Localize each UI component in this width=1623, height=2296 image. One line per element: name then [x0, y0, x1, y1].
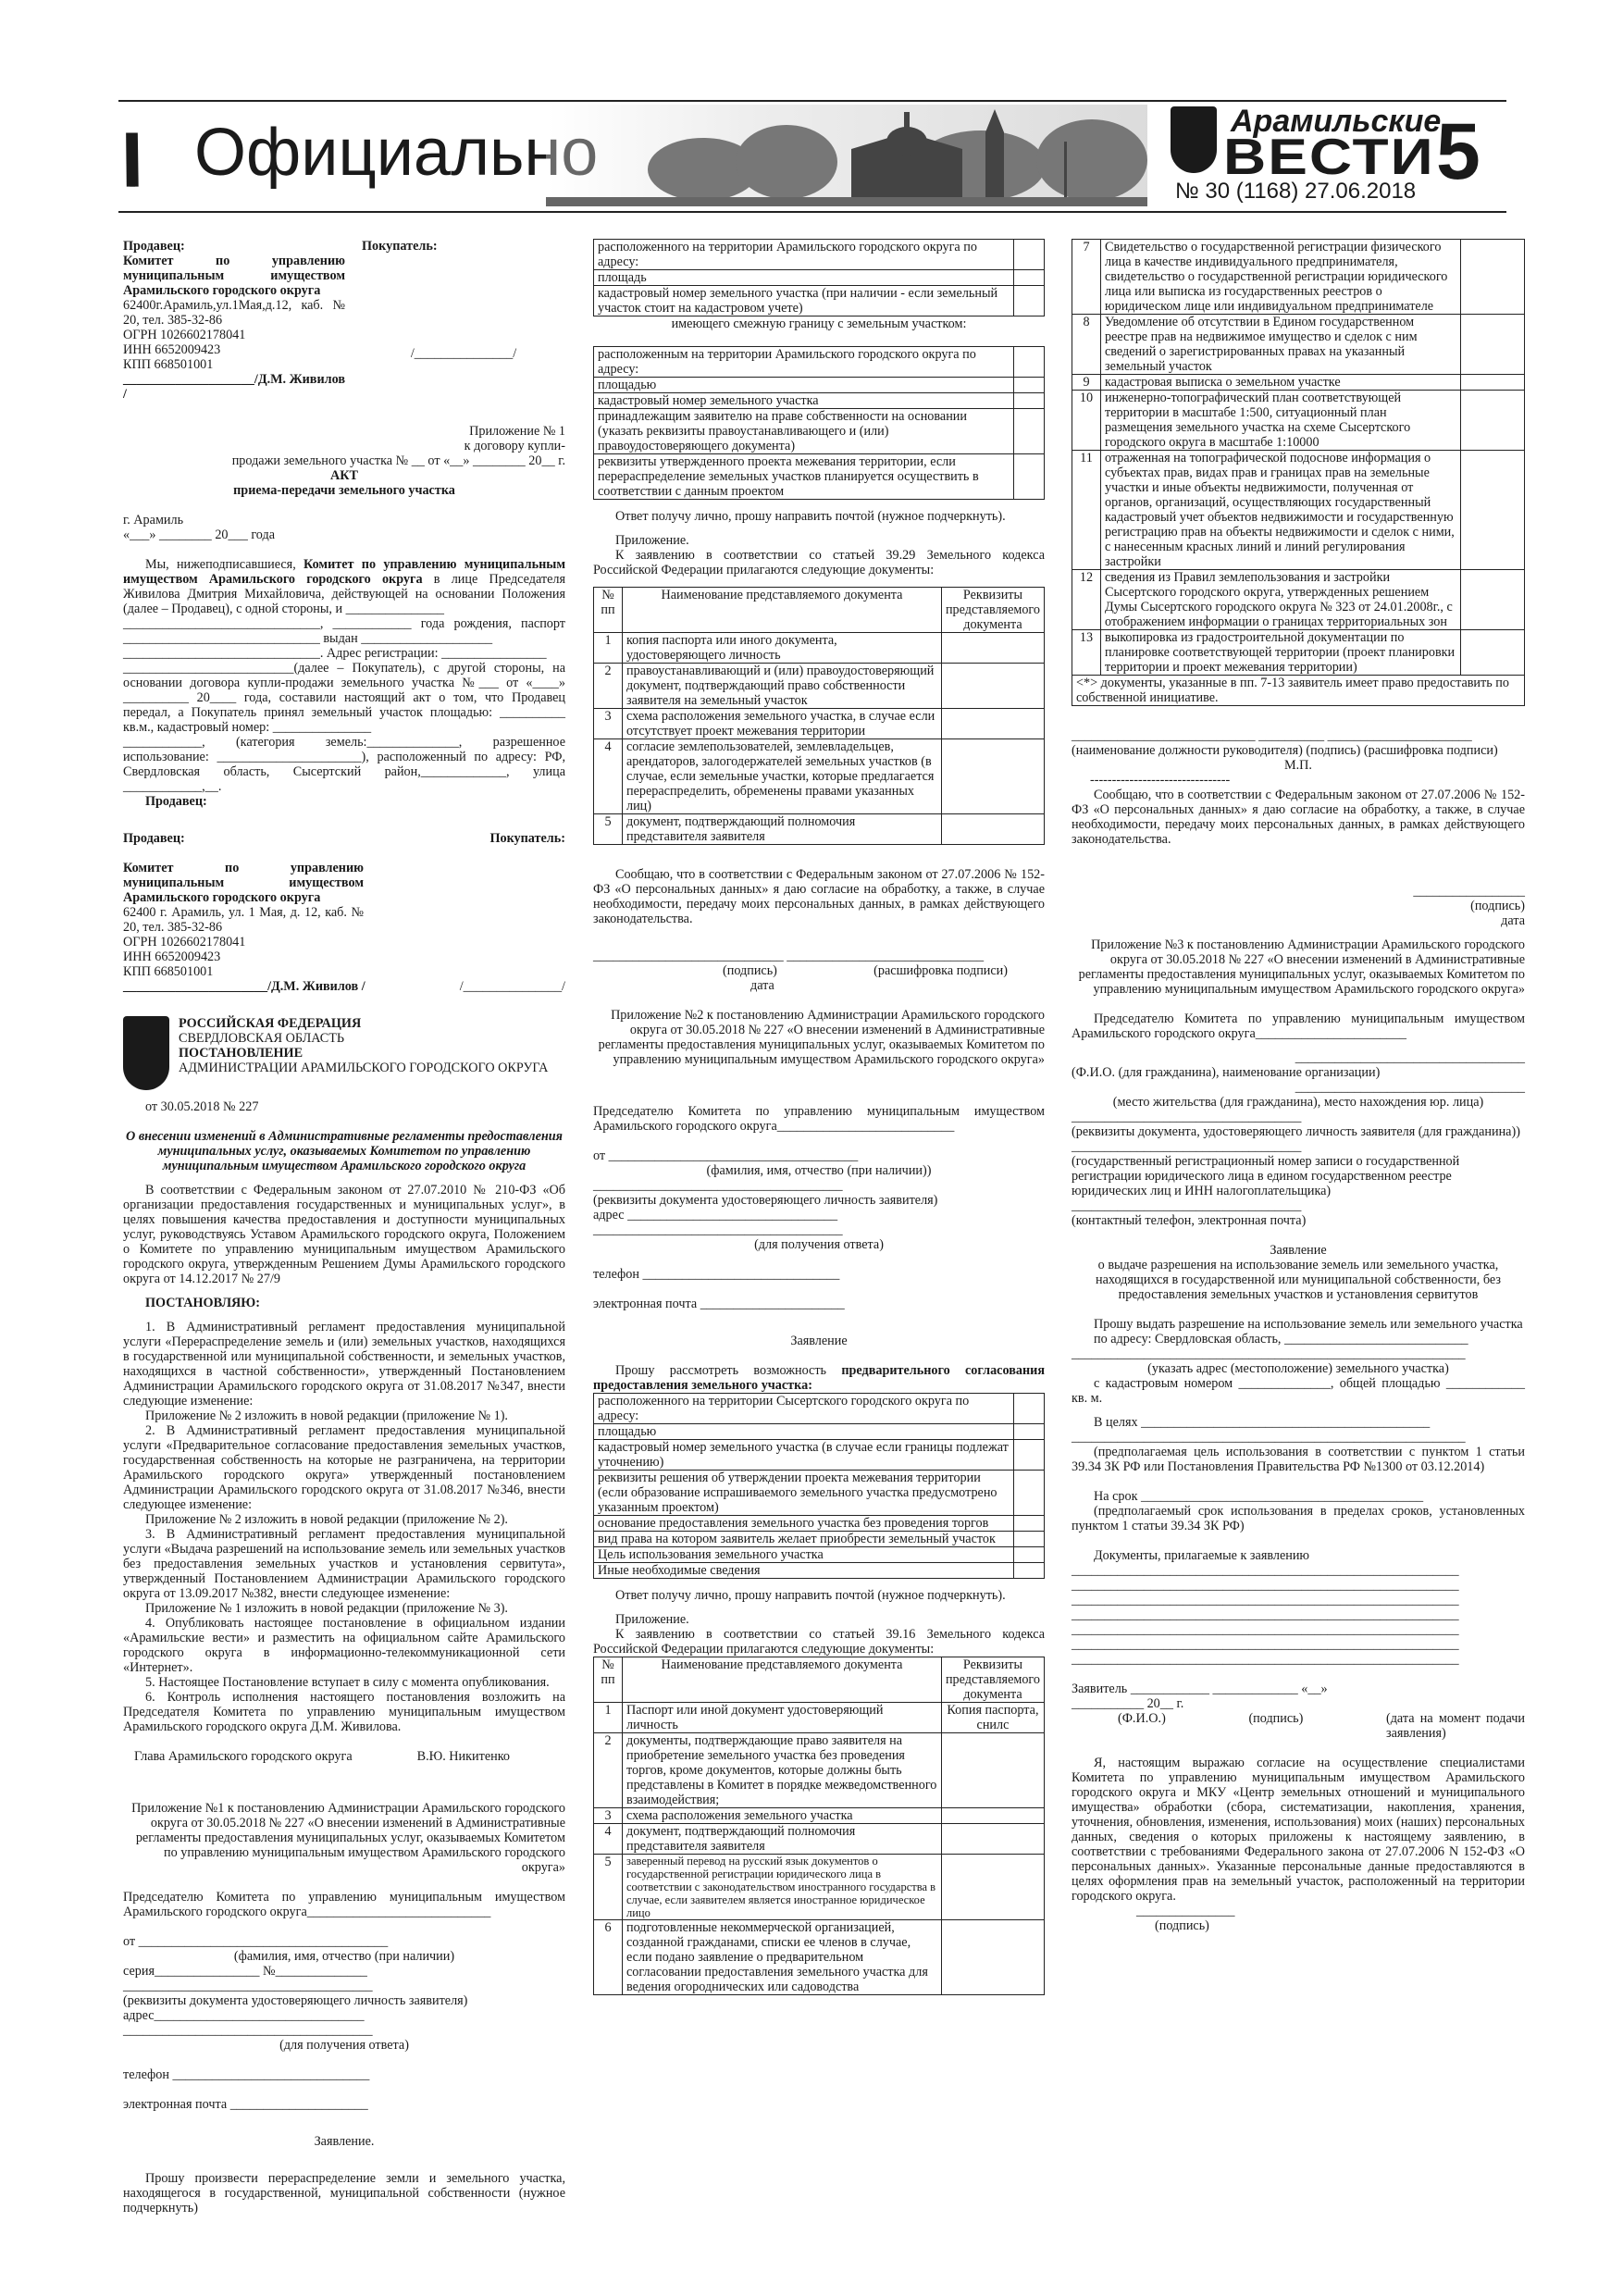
- table-cell-value: [1014, 286, 1045, 316]
- table-cell: расположенного на территории Арамильского городского округа по адресу:: [594, 240, 1014, 270]
- table-row: [594, 270, 1045, 286]
- coat-of-arms-icon: [1171, 106, 1217, 173]
- form1-addressee: Председателю Комитета по управлению муниципальным имуществом Арамильского городского округа____________________________: [123, 1890, 565, 1919]
- table-cell-value: [941, 1824, 1044, 1855]
- form2-request: Прошу рассмотреть возможность предварительного согласования предоставления земельного участка:: [593, 1363, 1045, 1393]
- head-title: Глава Арамильского городского округа: [134, 1749, 353, 1764]
- form3-addressee: Председателю Комитета по управлению муниципальным имуществом Арамильского городского округа_______________________: [1072, 1011, 1525, 1041]
- manager-signature-line: ____________________________ __________ ______________________: [1072, 728, 1472, 743]
- row-number: 7: [1072, 240, 1101, 315]
- attachment-label: Приложение.: [615, 533, 689, 548]
- row-number: 1: [594, 633, 623, 664]
- seller-label: Продавец:: [123, 239, 185, 254]
- header-slash-icon: \\: [113, 119, 135, 201]
- form3-applicant-date: ___________ 20__ г.: [1072, 1696, 1184, 1711]
- form3-signature-hint: (подпись): [1155, 1918, 1209, 1933]
- form3-attach-line: ___________________________________________________________: [1072, 1637, 1459, 1652]
- table-cell: расположенным на территории Арамильского городского округа по адресу:: [594, 347, 1014, 378]
- form3-blank-2: ___________________________________: [1295, 1080, 1525, 1095]
- brand-main: ВЕСТИ: [1223, 128, 1435, 186]
- table-row: [1072, 391, 1525, 451]
- table-cell-value: [1014, 1440, 1045, 1471]
- table-cell-value: [941, 739, 1044, 814]
- seller-signature-2: ______________________/Д.М. Живилов /: [123, 979, 365, 994]
- row-number: 4: [594, 1824, 623, 1855]
- decree-country: РОССИЙСКАЯ ФЕДЕРАЦИЯ: [179, 1016, 362, 1031]
- form3-contact-hint: (контактный телефон, электронная почта): [1072, 1213, 1307, 1228]
- table-cell: отраженная на топографической подоснове информация о субъектах прав, видах прав и границах прав на земельные участки и иные объекты недвижимости, полученная от органов, организаций, осуществляющих государственный кадастровый учет объектов недвижимости и государственную регистрацию прав на объекты недвижимости и сделок с ними, с нанесенным красных линий и линий регулирования застройки: [1101, 451, 1461, 570]
- seller-ogrn: ОГРН 1026602178041: [123, 328, 246, 342]
- form1-phone: телефон ______________________________: [123, 2067, 370, 2082]
- form3-blank-4: ___________________________________: [1072, 1139, 1302, 1154]
- table-cell: Уведомление об отсутствии в Едином государственном реестре прав на недвижимое имущество и сделок с ним сведений о зарегистрированных правах на указанный земельный участок: [1101, 315, 1461, 375]
- table-cell: схема расположения земельного участка, в случае если отсутствует проект межевания территории: [623, 709, 942, 739]
- decree-header: [123, 1016, 565, 1090]
- signature-hint-2: (подпись): [1470, 899, 1525, 913]
- table-cell-value: [1014, 1394, 1045, 1424]
- table-cell-value: [1461, 375, 1525, 391]
- act-passport: ______________________________, ____________ года рождения, паспорт ______________________________ выдан ____________________: [123, 616, 565, 646]
- row-number: 2: [594, 1733, 623, 1808]
- column-header: Наименование представляемого документа: [623, 588, 942, 633]
- attachment-label-2: Приложение.: [615, 1612, 689, 1627]
- table-row: [1072, 570, 1525, 630]
- form3-attachments: Документы, прилагаемые к заявлению: [1094, 1548, 1310, 1563]
- form3-purpose: В целях ____________________________________________: [1094, 1415, 1431, 1430]
- table-cell: документ, подтверждающий полномочия представителя заявителя: [623, 814, 942, 845]
- table-row: [1072, 315, 1525, 375]
- seller-kpp: КПП 668501001: [123, 357, 214, 372]
- table-row: [594, 1440, 1045, 1471]
- table-row: [594, 1703, 1045, 1733]
- column-header: Наименование представляемого документа: [623, 1657, 942, 1703]
- table-cell-value: [941, 664, 1044, 709]
- header-bottom-rule: [118, 211, 1506, 213]
- form3-attach-line: ___________________________________________________________: [1072, 1593, 1459, 1607]
- table-cell: кадастровый номер земельного участка: [594, 393, 1014, 409]
- table-cell: вид права на котором заявитель желает приобрести земельный участок: [594, 1532, 1014, 1547]
- form3-request: Прошу выдать разрешение на использование земель или земельного участка: [1094, 1317, 1523, 1332]
- appendix-ref2: продажи земельного участка № __ от «__» ________ 20__ г.: [231, 453, 565, 468]
- table-cell: площадь: [594, 270, 1014, 286]
- act-registration: ______________________________. Адрес регистрации: ________________: [123, 646, 547, 661]
- table-cell: инженерно-топографический план соответствующей территории в масштабе 1:500, ситуационный план размещения земельного участка на схеме Сысертского городского округа в масштабе 1:10000: [1101, 391, 1461, 451]
- decree-resolve: ПОСТАНОВЛЯЮ:: [145, 1296, 261, 1310]
- table-land-parcel: [593, 239, 1045, 316]
- table-cell-value: [1461, 391, 1525, 451]
- table-cell: кадастровый номер земельного участка (при наличии - если земельный участок стоит на кадастровом учете): [594, 286, 1014, 316]
- seller-label-3: Продавец:: [123, 831, 185, 846]
- column-1: [123, 239, 565, 2215]
- form3-attach-line: ___________________________________________________________: [1072, 1578, 1459, 1593]
- form3-blank-3: ___________________________________: [1072, 1110, 1302, 1124]
- section-title: Официально: [194, 116, 599, 190]
- head-name: В.Ю. Никитенко: [416, 1749, 510, 1764]
- table-cell-value: [1014, 1516, 1045, 1532]
- column-2: [593, 239, 1045, 1995]
- table-cell: Иные необходимые сведения: [594, 1563, 1014, 1579]
- table-cell: заверенный перевод на русский язык документов о государственной регистрации юридического лица в соответствии с законодательством иностранного государства в случае, если заявителем является иностранное юридическое лицо: [623, 1855, 942, 1920]
- row-number: 6: [594, 1920, 623, 1995]
- row-number: 13: [1072, 630, 1101, 676]
- seller-address-2: 62400 г. Арамиль, ул. 1 Мая, д. 12, каб. № 20, тел. 385-32-86: [123, 905, 364, 935]
- appendix-2-heading: Приложение №2 к постановлению Администрации Арамильского городского округа от 30.05.2018 № 227 «О внесении изменений в Административные регламенты предоставления муниципальных услуг, оказываемых Комитетом по управлению муниципальным имуществом Арамильского городского округа»: [598, 1008, 1045, 1067]
- form3-attach-line: ___________________________________________________________: [1072, 1563, 1459, 1578]
- row-number: 1: [594, 1703, 623, 1733]
- table-cell: кадастровая выписка о земельном участке: [1101, 375, 1461, 391]
- table-header-row: [594, 1657, 1045, 1703]
- form3-ogrn-hint: (государственный регистрационный номер записи о государственной регистрации юридического лица в едином государственном реестре юридических лиц и ИНН налогоплательщика): [1072, 1154, 1460, 1198]
- form3-purpose-hint: (предполагаемая цель использования в соответствии с пунктом 1 статьи 39.34 ЗК РФ или Постановления Правительства РФ №1300 от 03.12.2014): [1072, 1445, 1525, 1474]
- table-cell: схема расположения земельного участка: [623, 1808, 942, 1824]
- form1-request: Прошу произвести перераспределение земли и земельного участка, находящегося в государственной, муниципальной собственности (нужное подчеркнуть): [123, 2171, 565, 2215]
- appendix-ref: к договору купли-: [464, 439, 565, 453]
- buyer-signature: /_______________/: [410, 346, 517, 361]
- table-row: [1072, 676, 1525, 706]
- table-cell: расположенного на территории Сысертского городского округа по адресу:: [594, 1394, 1014, 1424]
- attachment-intro-2: К заявлению в соответствии со статьей 39.16 Земельного кодекса Российской Федерации прилагаются следующие документы:: [593, 1627, 1045, 1657]
- table-cell: согласие землепользователей, землевладельцев, арендаторов, залогодержателей земельных участков (в случае, если земельные участки, которые предлагается перераспределить, обременены правами указанных лиц): [623, 739, 942, 814]
- decree-preamble: В соответствии с Федеральным законом от 27.07.2010 № 210-ФЗ «Об организации предоставления государственных и муниципальных услуг», в целях повышения качества предоставления и доступности муниципальных услуг, руководствуясь Уставом Арамильского городского округа, Положением о Комитете по управлению муниципальным имуществом Арамильского городского округа, утвержденным Решением Думы Арамильского городского округа от 14.12.2017 № 27/9: [123, 1183, 565, 1286]
- table-documents-2: [593, 1657, 1045, 1995]
- table-documents-1: [593, 587, 1045, 845]
- form3-title: Заявление: [1270, 1243, 1327, 1258]
- table-row: [594, 240, 1045, 270]
- table-cell-value: [1014, 378, 1045, 393]
- seller-ogrn-2: ОГРН 1026602178041: [123, 935, 246, 949]
- appendix-label: Приложение № 1: [469, 424, 565, 439]
- table-cell-value: [1014, 1424, 1045, 1440]
- form1-email: электронная почта _____________________: [123, 2097, 368, 2112]
- signature-line-2: _________________: [1413, 884, 1525, 899]
- form1-doc-hint: (реквизиты документа удостоверяющего личность заявителя): [123, 1993, 468, 2008]
- form2-email: электронная почта ______________________: [593, 1297, 845, 1311]
- table-cell-value: [1014, 454, 1045, 500]
- table-cell-value: [1014, 240, 1045, 270]
- table-cell-value: [1014, 347, 1045, 378]
- buyer-signature-2: /_______________/: [459, 979, 565, 994]
- column-header: Реквизиты представляемого документа: [941, 1657, 1044, 1703]
- table-row: [594, 347, 1045, 378]
- act-title: АКТ: [330, 468, 358, 483]
- date-hint-2: дата: [1501, 913, 1525, 928]
- form3-blank-7: ____________________________________________________________: [1072, 1430, 1466, 1445]
- form3-sign-label: (подпись): [1248, 1711, 1304, 1726]
- decree-date: от 30.05.2018 № 227: [145, 1099, 259, 1114]
- table-row: [594, 409, 1045, 454]
- table-row: [594, 1824, 1045, 1855]
- table-row: [1072, 375, 1525, 391]
- table-row: [594, 1424, 1045, 1440]
- table-cell-value: [1014, 409, 1045, 454]
- dashed-separator: --------------------------------: [1090, 773, 1231, 788]
- table-row: [594, 1808, 1045, 1824]
- table-cell: кадастровый номер земельного участка (в случае если границы подлежат уточнению): [594, 1440, 1014, 1471]
- decree-issuer: АДМИНИСТРАЦИИ АРАМИЛЬСКОГО ГОРОДСКОГО ОКРУГА: [179, 1061, 549, 1075]
- row-number: 8: [1072, 315, 1101, 375]
- seller-inn: ИНН 6652009423: [123, 342, 221, 357]
- attachment-intro: К заявлению в соответствии со статьей 39.29 Земельного кодекса Российской Федерации прилагаются следующие документы:: [593, 548, 1045, 577]
- table-row: [1072, 240, 1525, 315]
- consent-text: Сообщаю, что в соответствии с Федеральным законом от 27.07.2006 № 152-ФЗ «О персональных данных» я даю согласие на обработку, а также, в случае необходимости, передачу моих персональных данных, в рамках действующего законодательства.: [593, 867, 1045, 926]
- table-row: [594, 1547, 1045, 1563]
- form3-location-hint: (место жительства (для гражданина), место нахождения юр. лица): [1112, 1095, 1484, 1110]
- form3-signature-line: _______________: [1136, 1904, 1235, 1918]
- seller-kpp-2: КПП 668501001: [123, 964, 214, 979]
- decree-item-4: 4. Опубликовать настоящее постановление в официальном издании «Арамильские вести» и разместить на официальном сайте Арамильского городского округа в информационно-телекоммуникационной сети «Интернет».: [123, 1616, 565, 1675]
- header-top-rule: [118, 100, 1506, 102]
- act-city: г. Арамиль: [123, 513, 184, 527]
- table-cell-value: [941, 1855, 1044, 1920]
- table-row: [594, 1532, 1045, 1547]
- form3-blank-6: ____________________________________________________________: [1072, 1347, 1466, 1361]
- table-cell: реквизиты утвержденного проекта межевания территории, если перераспределение земельных участков планируется осуществить в соответствии с данным проектом: [594, 454, 1014, 500]
- act-body: __________________________(далее – Покупатель), с другой стороны, на основании договора купли-продажи земельного участка №___ от «____» __________ 20____ года, составили настоящий акт о том, что Продавец передал, а Покупатель принял земельный участок площадью: __________ кв.м., кадастровый номер: _______________: [123, 661, 565, 735]
- table-cell-value: [1461, 570, 1525, 630]
- form2-from: от ______________________________________: [593, 1148, 859, 1163]
- stamp-label: М.П.: [1284, 758, 1312, 773]
- reply-method: Ответ получу лично, прошу направить почтой (нужное подчеркнуть).: [615, 509, 1006, 524]
- table-row: [594, 664, 1045, 709]
- table-cell-value: [941, 1920, 1044, 1995]
- decree-item-3: 3. В Административный регламент предоставления муниципальной услуги «Выдача разрешений на использование земель или земельных участков без предоставления земельных участков и установления сервитута», утвержденный Постановлением Администрации Арамильского городского округа от 13.09.2017 №382, внести следующее изменение:: [123, 1527, 565, 1601]
- decree-type: ПОСТАНОВЛЕНИЕ: [179, 1046, 304, 1061]
- table-note: <*> документы, указанные в пп. 7-13 заявитель имеет право предоставить по собственной инициативе.: [1072, 676, 1525, 706]
- seller-signature: ____________________/Д.М. Живилов /: [123, 372, 346, 402]
- form3-attach-line: ___________________________________________________________: [1072, 1622, 1459, 1637]
- form3-subtitle: о выдаче разрешения на использование земель или земельного участка, находящихся в государственной или муниципальной собственности, без предоставления земельных участков и установления сервитутов: [1096, 1258, 1501, 1302]
- form2-address: адрес ________________________________: [593, 1208, 838, 1222]
- table-cell: копия паспорта или иного документа, удостоверяющего личность: [623, 633, 942, 664]
- manager-signature-hint: (наименование должности руководителя) (подпись) (расшифровка подписи): [1072, 743, 1498, 758]
- table-row: [594, 1920, 1045, 1995]
- column-header: Реквизиты представляемого документа: [941, 588, 1044, 633]
- row-number: 9: [1072, 375, 1101, 391]
- buyer-label-2: Покупатель:: [489, 831, 565, 846]
- table-cell-value: [1014, 1547, 1045, 1563]
- column-header: № пп: [594, 588, 623, 633]
- table-row: [1072, 451, 1525, 570]
- decree-item-3a: Приложение № 1 изложить в новой редакции (приложение № 3).: [145, 1601, 508, 1616]
- row-number: 5: [594, 1855, 623, 1920]
- decree-item-5: 5. Настоящее Постановление вступает в силу с момента опубликования.: [145, 1675, 550, 1690]
- table-row: [594, 1516, 1045, 1532]
- form3-cadastral: с кадастровым номером ______________, общей площадью ____________ кв. м.: [1072, 1376, 1525, 1406]
- form1-passport: серия________________ №______________: [123, 1964, 367, 1979]
- table-cell-value: [1461, 315, 1525, 375]
- header-photo: [546, 105, 1147, 206]
- form3-attach-line: ___________________________________________________________: [1072, 1607, 1459, 1622]
- seller-name-2: Комитет по управлению муниципальным имуществом Арамильского городского округа: [123, 861, 364, 905]
- row-number: 3: [594, 709, 623, 739]
- decree-item-2a: Приложение № 2 изложить в новой редакции (приложение № 2).: [145, 1512, 508, 1527]
- form2-blank: ______________________________________: [593, 1178, 843, 1193]
- table-cell-value: [1461, 451, 1525, 570]
- form1-address: адрес________________________________: [123, 2008, 365, 2023]
- table-cell: площадью: [594, 378, 1014, 393]
- signature-decode-hint: (расшифровка подписи): [873, 963, 1008, 978]
- table-cell-value: [1014, 1532, 1045, 1547]
- table-cell-value: [1014, 1563, 1045, 1579]
- table-row: [594, 709, 1045, 739]
- appendix-1-heading: Приложение №1 к постановлению Администрации Арамильского городского округа от 30.05.2018 № 227 «О внесении изменений в Административные регламенты предоставления муниципальных услуг, оказываемых Комитетом по управлению муниципальным имуществом Арамильского городского округа»: [131, 1801, 565, 1875]
- form2-from-hint: (фамилия, имя, отчество (при наличии)): [706, 1163, 932, 1178]
- form3-term: На срок ___________________________________________: [1094, 1489, 1424, 1504]
- table-cell: документы, подтверждающие право заявителя на приобретение земельного участка без проведения торгов, кроме документов, которые должны быть представлены в Комитет в порядке межведомственного взаимодействия;: [623, 1733, 942, 1808]
- form2-blank-2: ______________________________________: [593, 1222, 843, 1237]
- table-cell: принадлежащим заявителю на праве собственности на основании (указать реквизиты правоустанавливающего и (или) правоудостоверяющего документа): [594, 409, 1014, 454]
- table-cell-value: [941, 1808, 1044, 1824]
- form3-attach-line: ___________________________________________________________: [1072, 1652, 1459, 1667]
- act-subtitle: приема-передачи земельного участка: [233, 483, 455, 498]
- coat-of-arms-icon: [123, 1016, 169, 1090]
- form3-consent: Я, настоящим выражаю согласие на осуществление специалистами Комитета по управлению муниципальным имуществом Арамильского городского округа и МКУ «Центр земельных отношений и муниципального имущества» обработки (сбора, систематизации, накопления, хранения, уточнения, обновления, изменения, использования) моих (наших) персональных данных, сведения о которых приложены к настоящему заявлению, в соответствии с требованиями Федерального закона от 27.07.2006 N 152-ФЗ «О персональных данных». Указанные персональные данные предоставляются в целях оформления прав на земельный участок, расположенный на территории городского округа.: [1072, 1756, 1525, 1904]
- table-cell-value: [1461, 240, 1525, 315]
- table-row: [594, 1394, 1045, 1424]
- form2-address-hint: (для получения ответа): [754, 1237, 884, 1252]
- issue-number: № 30 (1168) 27.06.2018: [1175, 179, 1417, 204]
- table-cell: выкопировка из градостроительной документации по планировке соответствующей территории (проект планировки территории и проект межевания территории): [1101, 630, 1461, 676]
- table-cell-value: [941, 633, 1044, 664]
- date-hint: дата: [750, 978, 774, 993]
- seller-name: Комитет по управлению муниципальным имуществом Арамильского городского округа: [123, 254, 345, 298]
- form1-title: Заявление.: [314, 2134, 375, 2149]
- table-land-request: [593, 1393, 1045, 1579]
- table-cell: документ, подтверждающий полномочия представителя заявителя: [623, 1824, 942, 1855]
- table-cell: сведения из Правил землепользования и застройки Сысертского городского округа, утвержденных решением Думы Сысертского городского округа № 323 от 24.01.2008г., с отображением информации о границах территориальных зон: [1101, 570, 1461, 630]
- table-cell-value: [941, 709, 1044, 739]
- form2-doc-hint: (реквизиты документа удостоверяющего личность заявителя): [593, 1193, 938, 1208]
- form3-name-hint: (Ф.И.О. (для гражданина), наименование организации): [1072, 1065, 1381, 1080]
- table-row: [594, 1733, 1045, 1808]
- table-cell: правоустанавливающий и (или) правоудостоверяющий документ, подтверждающий право собственности заявителя на земельный участок: [623, 664, 942, 709]
- form3-blank-5: ___________________________________: [1072, 1198, 1302, 1213]
- row-number: 11: [1072, 451, 1101, 570]
- table-cell: реквизиты решения об утверждении проекта межевания территории (если образование испрашиваемого земельного участка предусмотрено указанным проектом): [594, 1471, 1014, 1516]
- reply-method-2: Ответ получу лично, прошу направить почтой (нужное подчеркнуть).: [615, 1588, 1006, 1603]
- decree-item-1a: Приложение № 2 изложить в новой редакции (приложение № 1).: [145, 1409, 508, 1423]
- row-number: 2: [594, 664, 623, 709]
- decree-item-6: 6. Контроль исполнения настоящего постановления возложить на Председателя Комитета по управлению муниципальным имуществом Арамильского городского округа Д.М. Живилова.: [123, 1690, 565, 1734]
- signature-line: _____________________________ ______________________________: [593, 949, 985, 963]
- table-cell: подготовленные некоммерческой организацией, созданной гражданами, списки ее членов в случае, если подано заявление о предварительном согласовании предоставления земельного участка для ведения огороднических или садоводства: [623, 1920, 942, 1995]
- row-number: 5: [594, 814, 623, 845]
- form1-blank-2: ______________________________________: [123, 2023, 373, 2038]
- form3-term-hint: (предполагаемый срок использования в пределах сроков, установленных пунктом 1 статьи 39.34 ЗК РФ): [1072, 1504, 1525, 1533]
- church-skyline-icon: [546, 105, 1147, 206]
- form2-title: Заявление: [790, 1334, 848, 1348]
- seller-inn-2: ИНН 6652009423: [123, 949, 221, 964]
- row-number: 12: [1072, 570, 1101, 630]
- buyer-label: Покупатель:: [362, 239, 438, 254]
- table-header-row: [594, 588, 1045, 633]
- table-cell-value: [1014, 1471, 1045, 1516]
- table-cell: Цель использования земельного участка: [594, 1547, 1014, 1563]
- form1-from: от ______________________________________: [123, 1934, 389, 1949]
- form3-address-hint: (указать адрес (местоположение) земельного участка): [1147, 1361, 1449, 1376]
- act-body2: ____________, (категория земель:______________, разрешенное использование: ______________________), расположенный по адресу: РФ, Свердловская область, Сысертский район,_____________, улица ____________,__.: [123, 735, 565, 794]
- decree-item-2: 2. В Административный регламент предоставления муниципальной услуги «Предварительное согласование предоставления земельных участков, государственная собственность на которые не разграничена, на территории Арамильского городского округа» утвержденный постановлением Администрации Арамильского городского округа от 31.08.2017 №346, внести следующее изменение:: [123, 1423, 565, 1512]
- table-row: [594, 454, 1045, 500]
- table-row: [594, 1855, 1045, 1920]
- decree-title: О внесении изменений в Административные регламенты предоставления муниципальных услуг, оказываемых Комитетом по управлению муниципальным имуществом Арамильского городского округа: [126, 1129, 563, 1173]
- table-adjacent-parcel: [593, 346, 1045, 500]
- seller-address: 62400г.Арамиль,ул.1Мая,д.12, каб. № 20, тел. 385-32-86: [123, 298, 345, 328]
- table-row: [594, 814, 1045, 845]
- appendix-3-heading: Приложение №3 к постановлению Администрации Арамильского городского округа от 30.05.2018 № 227 «О внесении изменений в Административные регламенты предоставления муниципальных услуг, оказываемых Комитетом по управлению муниципальным имуществом Арамильского городского округа»: [1078, 937, 1525, 997]
- column-header: № пп: [594, 1657, 623, 1703]
- table-cell: основание предоставления земельного участка без проведения торгов: [594, 1516, 1014, 1532]
- form3-blank-1: ___________________________________: [1295, 1050, 1525, 1065]
- act-date: «___» ________ 20___ года: [123, 527, 275, 542]
- table-row: [594, 739, 1045, 814]
- table-cell-value: [1014, 393, 1045, 409]
- signature-hint: (подпись): [723, 963, 777, 978]
- form1-address-hint: (для получения ответа): [279, 2038, 409, 2053]
- page-number: 5: [1436, 107, 1481, 196]
- form2-phone: телефон ______________________________: [593, 1267, 840, 1282]
- form3-name-label: (Ф.И.О.): [1118, 1711, 1166, 1726]
- table-cell: Свидетельство о государственной регистрации физического лица в качестве индивидуального предпринимателя, свидетельство о государственной регистрации юридического лица или выписка из государственных реестров о юридическом лице или индивидуальном предпринимателе: [1101, 240, 1461, 315]
- table-row: [594, 286, 1045, 316]
- table-cell-value: Копия паспорта, снилс: [941, 1703, 1044, 1733]
- row-number: 10: [1072, 391, 1101, 451]
- table-row: [594, 1563, 1045, 1579]
- form1-blank: ______________________________________: [123, 1979, 373, 1993]
- table-cell: площадью: [594, 1424, 1014, 1440]
- table-cell-value: [1461, 630, 1525, 676]
- table-row: [1072, 630, 1525, 676]
- table-cell: Паспорт или иной документ удостоверяющий личность: [623, 1703, 942, 1733]
- consent-text-2: Сообщаю, что в соответствии с Федеральным законом от 27.07.2006 № 152-ФЗ «О персональных данных» я даю согласие на обработку, а также, в случае необходимости, передачу моих персональных данных, в рамках действующего законодательства.: [1072, 788, 1525, 847]
- table-row: [594, 1471, 1045, 1516]
- table-row: [594, 393, 1045, 409]
- decree-item-1: 1. В Административный регламент предоставления муниципальной услуги «Перераспределение земель и (или) земельных участков, находящихся в государственной или муниципальной собственности, и земельных участков, находящихся в частной собственности», утвержденный Постановлением Администрации Арамильского городского округа от 31.08.2017 №347, внести следующие изменение:: [123, 1320, 565, 1409]
- brand-top: Арамильские: [1231, 104, 1442, 139]
- row-number: 3: [594, 1808, 623, 1824]
- table-documents-3: [1072, 239, 1525, 706]
- form3-applicant: Заявитель ____________ _____________ «__»: [1072, 1682, 1328, 1696]
- table-cell-value: [941, 1733, 1044, 1808]
- table-row: [594, 378, 1045, 393]
- form1-from-hint: (фамилия, имя, отчество (при наличии): [233, 1949, 455, 1964]
- column-3: [1072, 239, 1525, 1933]
- decree-region: СВЕРДЛОВСКАЯ ОБЛАСТЬ: [179, 1031, 345, 1046]
- table-cell-value: [941, 814, 1044, 845]
- form3-doc-hint: (реквизиты документа, удостоверяющего личность заявителя (для гражданина)): [1072, 1124, 1520, 1139]
- act-intro: Мы, нижеподписавшиеся, Комитет по управлению муниципальным имуществом Арамильского городского округа в лице Председателя Живилова Дмитрия Михайловича, действующей на основании Положения (далее – Продавец), с одной стороны, и _______________: [123, 557, 566, 616]
- form3-date-label: (дата на момент подачи заявления): [1385, 1711, 1525, 1741]
- table-cell-value: [1014, 270, 1045, 286]
- adjacent-note: имеющего смежную границу с земельным участком:: [671, 316, 967, 331]
- table-row: [594, 633, 1045, 664]
- row-number: 4: [594, 739, 623, 814]
- seller-label-2: Продавец:: [145, 794, 207, 809]
- form3-address: по адресу: Свердловская область, ____________________________: [1094, 1332, 1468, 1347]
- form2-addressee: Председателю Комитета по управлению муниципальным имуществом Арамильского городского округа___________________________: [593, 1104, 1045, 1134]
